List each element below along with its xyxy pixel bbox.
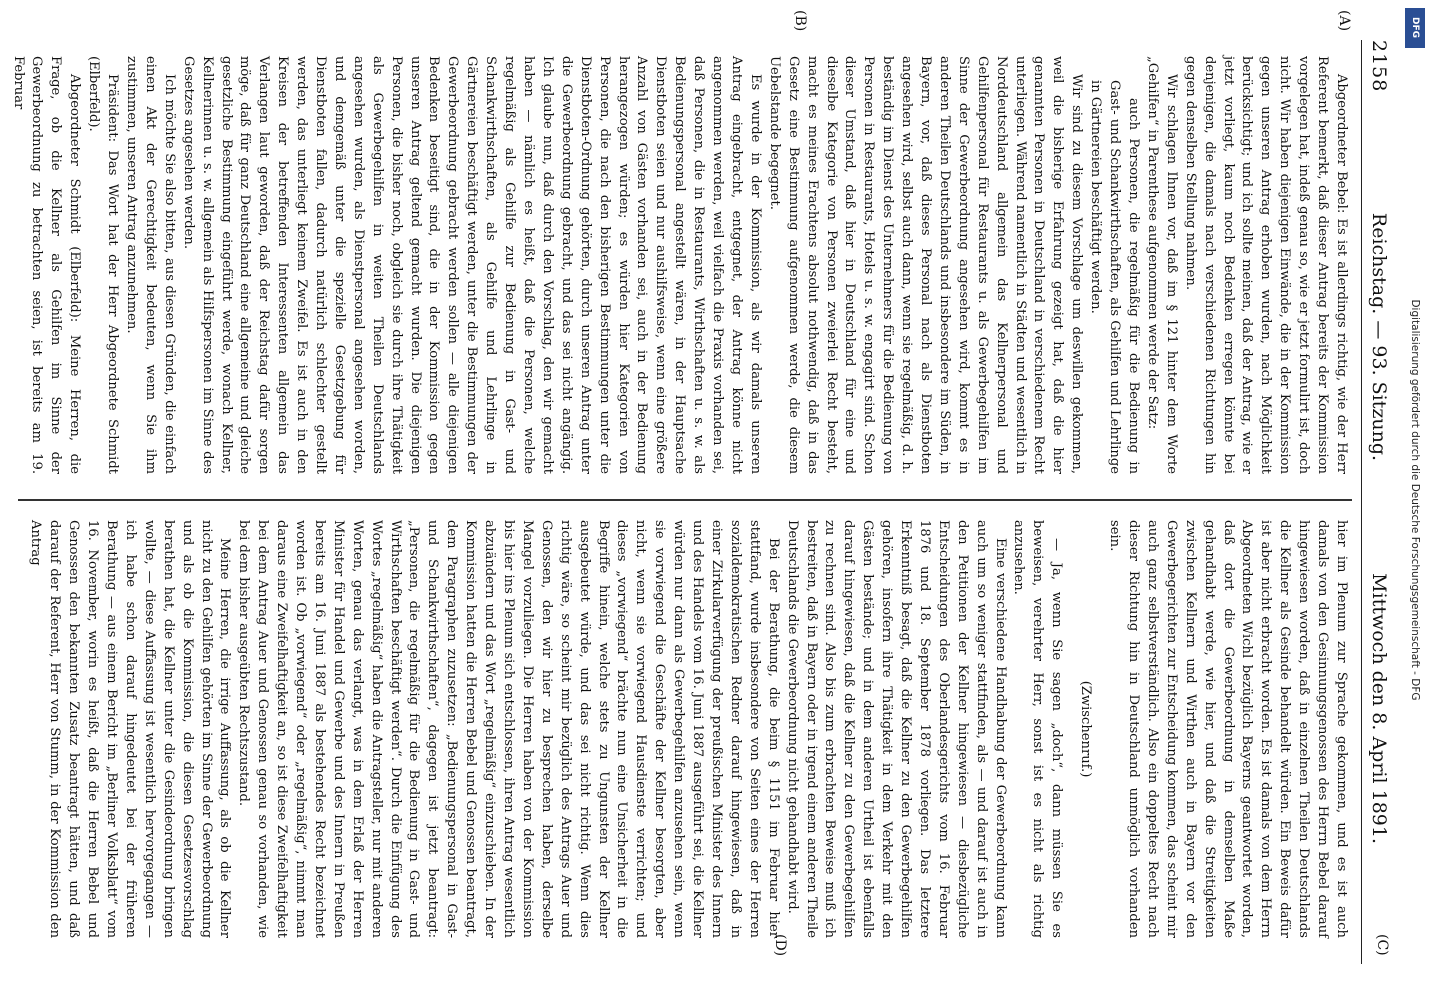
margin-mark-a: (A) — [1336, 10, 1352, 32]
interjection: (Zwischenruf.) — [1078, 680, 1094, 778]
column-divider — [18, 499, 1352, 501]
paragraph: Wir sind zu diesem Vorschlage um deswillen gekommen, weil die bisherige Erfahrung gezeigt hat, daß die hier genannten Personen in Deutschland in verschiedenem Recht unterliegen. Während namentlich in Städten und wesentlich in Norddeutschland allgemein das Kellnerpersonal und Gehilfenpersonal für Restaurants u. als Gewerbegehilfen im Sinne der Gewerbeordnung angesehen wird, kommt es in anderen Theilen Deutschlands und insbesondere im Süden, in Bayern, vor, daß dieses Personal nach als Dienstboten angesehen wird, selbst auch dann, wenn sie regelmäßig, d. h. beständig im Dienst des Unternehmers für die Bedienung von Personen in Restaurants, Hotels u. s. w. engagirt sind. Schon dieser Umstand, daß hier in Deutschland für eine und dieselbe Kategorie von Personen zweierlei Recht besteht, macht es meines Erachtens absolut nothwendig, daß in das Gesetz eine Bestimmung aufgenommen werde, die diesem Uebelstande begegnet. — [766, 56, 1085, 474]
paragraph: Bei der Berathung, die beim § 1151 im Februar hier stattfand, wurde insbesondere von Seiten eines der Herren sozialdemokratischen Redner darauf hingewiesen, daß in einer Zirkularverfügung der preußischen Minister des Innern und des Handels vom 16. Juni 1887 ausgeführt sei, die Kellner würden nur dann als Gewerbegehilfen anzusehen sein, wenn sie vorwiegend die Geschäfte der Kellner besorgten, aber nicht, wenn sie vorwiegend Hausdienste verrichten; und dieses „vorwiegend“ brächte nun eine Unsicherheit in die Begriffe hinein, welche stets zu Ungunsten der Kellner ausgebeutet würde, und das sei nicht richtig. Wenn dies richtig wäre, so scheint mir bezüglich des Antrags Auer und Genossen, den wir hier zu besprechen haben, derselbe Mangel vorzuliegen. Die Herren haben von der Kommission bis hier ins Plenum sich entschlossen, ihren Antrag wesentlich abzuändern und das Wort „regelmäßig“ einzuschieben. In der Kommission hatten die Herren Bebel und Genossen beantragt, dem Paragraphen zuzusetzen: „Bedienungspersonal in Gast- und Schankwirthschaften“, dagegen ist jetzt beantragt: „Personen, die regelmäßig für die Bedienung in Gast- und Wirthschaften beschäftigt werden“. Durch die Einfügung des Wortes „regelmäßig“ haben die Antragsteller, nur mit anderen Worten, genau das verlangt, was in dem Erlaß der Herren Minister für Handel und Gewerbe und des Innern in Preußen bereits am 16. Juni 1887 als bestehendes Recht bezeichnet worden ist. Ob „vorwiegend“ oder „regelmäßig“, nimmt man daraus eine Zweifelhaftigkeit an, so ist diese Zweifelhaftigkeit bei dem Antrag Auer und Genossen genau so vorhanden, wie bei dem bisher ausgeübten Rechtszustand. — [236, 520, 781, 938]
paragraph: Abgeordneter Bebel: Es ist allerdings richtig, wie der Herr Referent bemerkt, daß dieser Antrag bereits der Kommission vorgelegen hat, indeß genau so, wie er jetzt formulirt ist, doch nicht. Wir haben diejenigen Einwände, die in der Kommission gegen unseren Antrag erhoben wurden, nach Möglichkeit berücksichtigt; und ich sollte meinen, daß der Antrag, wie er jetzt vorliegt, kaum noch Bedenken erregen könnte bei denjenigen, die damals nach verschiedenen Richtungen hin gegen denselben Stellung nahmen. — [1182, 56, 1349, 474]
right-running-title: Mittwoch den 8. April 1891. — [1368, 573, 1390, 844]
paragraph: Eine verschiedene Handhabung der Gewerbeordnung kann auch um so weniger stattfinden, als — und darauf ist auch in den Petitionen der Kellner hingewiesen — diesbezügliche Entscheidungen des Oberlandesgerichts vom 16. Februar 1876 und 18. September 1878 vorliegen. Das letztere Erkenntniß besagt, daß die Kellner zu den Gewerbegehilfen gehören, insofern ihre Thätigkeit in dem Verkehr mit den Gästen bestände; und in dem anderen Urtheil ist ebenfalls darauf hingewiesen, daß die Kellner zu den Gewerbegehilfen zu rechnen sind. Also bis zum erbrachten Beweise muß ich bestreiten, daß in Bayern oder in irgend einem anderen Theile Deutschlands die Gewerbeordnung nicht gehandhabt wird. — [784, 520, 1008, 938]
margin-mark-b: (B) — [792, 10, 808, 32]
paragraph: Ich möchte Sie also bitten, aus diesen Gründen, die einfach einen Akt der Gerechtigkeit bedeuten, wenn Sie ihm zustimmen, unseren Antrag anzunehmen. — [124, 56, 177, 474]
dfg-logo: DFG — [1405, 8, 1425, 48]
credit-text: Digitalisierung gefördert durch die Deutsche Forschungsgemeinschaft - DFG — [1409, 299, 1421, 701]
left-column — [10, 56, 1350, 474]
paragraph: Es wurde in der Kommission, als wir damals unseren Antrag eingebracht, entgegnet, der Antrag könne nicht angenommen werden, weil vielfach die Praxis vorhanden sei, daß Personen, die in Restaurants, Wirthschaften u. s. w. als Bedienungspersonal angestellt wären, in der Hauptsache Dienstboten seien und nur aushilfsweise, wenn eine größere Anzahl von Gästen vorhanden sei, auch in der Bedienung herangezogen würden; es würden hier Kategorien von Personen, die nach den bisherigen Bestimmungen unter die Dienstboten-Ordnung gehörten, durch unseren Antrag unter die Gewerbeordnung gebracht, und das sei nicht angängig. Ich glaube nun, daß durch den Vorschlag, den wir gemacht haben — nämlich es heißt, daß die Personen, welche regelmäßig als Gehilfe zur Bedienung in Gast- und Schankwirthschaften, als Gehilfe und Lehrlinge in Gärtnereien beschäftigt werden, unter die Bestimmungen der Gewerbeordnung gebracht werden sollen — alle diejenigen Bedenken beseitigt sind, die in der Kommission gegen unseren Antrag geltend gemacht wurden. Die diejenigen Personen, die bisher noch, obgleich sie durch ihre Thätigkeit als Gewerbegehilfen in weiten Theilen Deutschlands angesehen wurden, als Dienstpersonal angesehen worden, und demgemäß unter die spezielle Gesetzgebung für Dienstboten fallen, dadurch natürlich schlechter gestellt werden, das unterliegt keinem Zweifel. Es ist auch in den Kreisen der betreffenden Interessenten allgemein das Verlangen laut geworden, daß der Reichstag dafür sorgen möge, daß für ganz Deutschland eine allgemeine und gleiche gesetzliche Bestimmung eingeführt werde, wonach Kellner, Kellnerinnen u. s. w. allgemein als Hilfspersonen im Sinne des Gesetzes angesehen werden. — [180, 56, 763, 474]
quoted-proposal: auch Personen, die regelmäßig für die Bedienung in Gast- und Schankwirthschaften, als Gehilfen und Lehrlinge in Gärtnereien beschäftigt werden. — [1088, 80, 1142, 474]
running-header — [1361, 40, 1396, 964]
paragraph: Abgeordneter Schmidt (Elberfeld): Meine Herren, die Frage, ob die Kellner als Gehilfen im Sinne der Gewerbeordnung zu betrachten seien, ist bereits am 19. Februar — [10, 56, 83, 474]
margin-mark-d: (D) — [772, 934, 788, 957]
paragraph: Präsident: Das Wort hat der Herr Abgeordnete Schmidt (Elberfeld). — [86, 56, 121, 474]
right-column — [20, 520, 1350, 938]
margin-mark-c: (C) — [1374, 934, 1390, 956]
paragraph: Meine Herren, die irrige Auffassung, als ob die Kellner nicht zu den Gehilfen gehörten im Sinne der Gewerbeordnung und als ob die Kommission, die diesen Gesetzesvorschlag berathen hat, die Kellner unter die Gesindeordnung bringen wollte, — diese Auffassung ist wesentlich hervorgegangen — ich habe schon darauf hingedeutet bei der früheren Berathung — aus einem Bericht im „Berliner Volksblatt“ vom 16. November, worin es heißt, daß die Herren Bebel und Genossen den bekannten Zusatz beantragt hätten, und daß darauf der Referent, Herr von Stumm, in der Kommission den Antrag — [28, 520, 233, 938]
paragraph: — Ja, wenn Sie sagen „doch“, dann müssen Sie es beweisen, verehrter Herr, sonst ist es nicht als richtig anzusehen. — [1011, 520, 1065, 938]
paragraph: Wir schlagen Ihnen vor, daß im § 121 hinter dem Worte „Gehilfen“ in Parenthese aufgenommen werde der Satz: — [1144, 56, 1179, 474]
page-number: 2158 — [1368, 40, 1390, 93]
digitization-credit — [1402, 0, 1428, 1000]
left-running-title: Reichstag. — 93. Sitzung. — [1368, 212, 1390, 462]
paragraph: hier im Plenum zur Sprache gekommen, und es ist auch damals von den Gesinnungsgenossen des Herrn Bebel darauf hingewiesen worden, daß in einzelnen Theilen Deutschlands die Kellner als Gesinde behandelt würden. Ein Beweis dafür ist aber nicht erbracht worden. Es ist damals von dem Herrn Abgeordneten Wichl bezüglich Bayerns geantwortet worden, daß dort die Gewerbeordnung in demselben Maße gehandhabt werde, wie hier, und daß die Streitigkeiten zwischen Kellnern und Wirthen auch in Bayern vor den Gewerbegerichten zur Entscheidung kommen, das scheint mir auch ganz selbstverständlich. Also ein doppeltes Recht nach dieser Richtung hin in Deutschland unmöglich vorhanden sein. — [1107, 520, 1349, 938]
